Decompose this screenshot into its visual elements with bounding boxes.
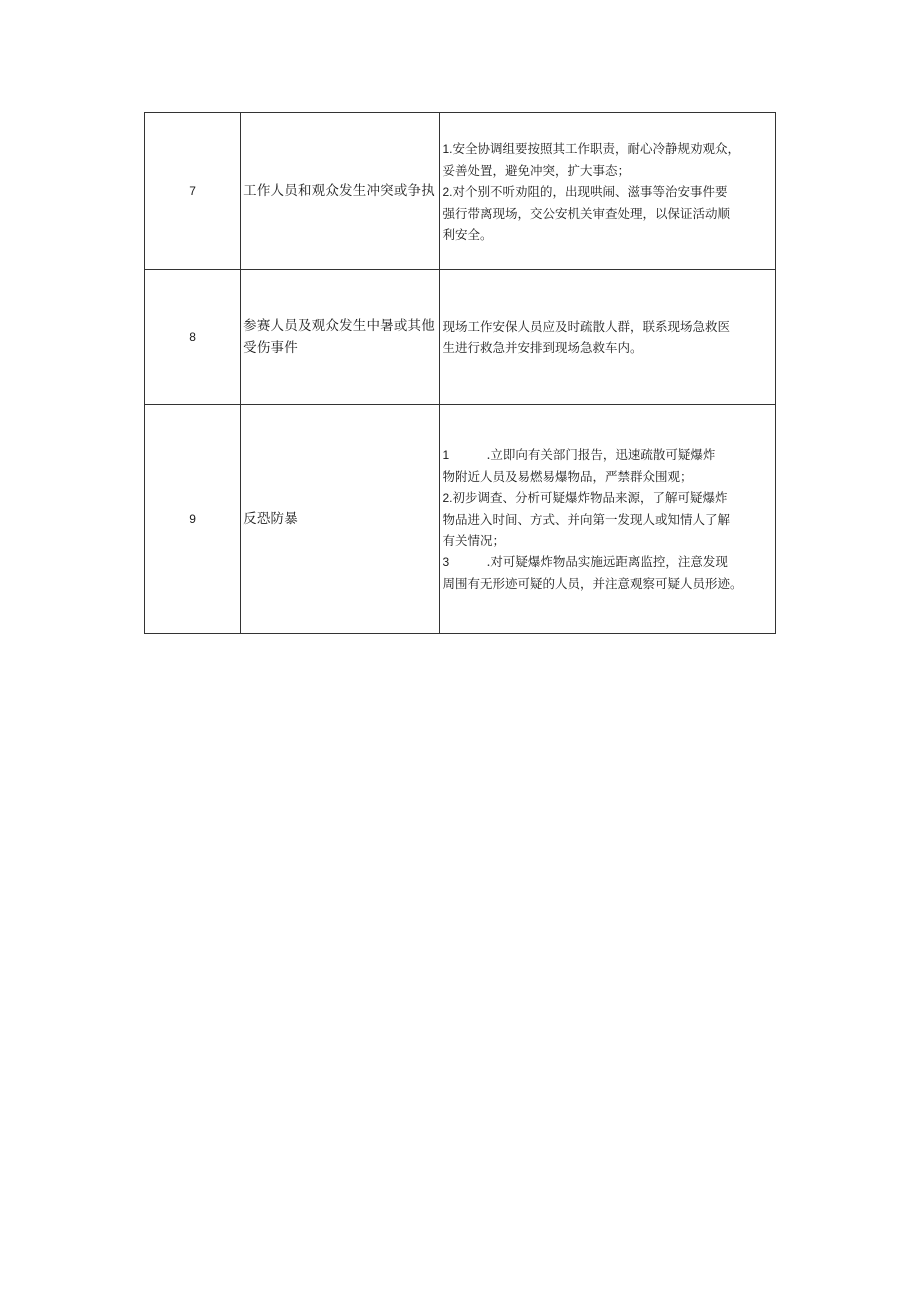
measure-line <box>442 224 775 245</box>
measure-line <box>442 316 775 337</box>
measure-line <box>442 160 775 181</box>
measures-cell <box>440 270 776 405</box>
measure-lead: 2. <box>442 491 453 505</box>
row-number: 9 <box>145 405 241 634</box>
measure-line <box>442 181 775 203</box>
measure-text: .对可疑爆炸物品实施远距离监控，注意发现 <box>486 554 728 569</box>
table-row <box>145 405 776 634</box>
measure-text: 妥善处置，避免冲突，扩大事态； <box>442 162 630 178</box>
measure-text: 现场工作安保人员应及时疏散人群，联系现场急救医 <box>442 319 730 334</box>
measure-line <box>442 337 775 358</box>
emergency-plan-table <box>144 112 776 634</box>
measure-line <box>442 573 775 594</box>
measures-cell <box>440 405 776 634</box>
measure-line <box>442 509 775 530</box>
measure-text: 强行带离现场，交公安机关审查处理，以保证活动顺 <box>442 205 730 221</box>
measure-text: 安全协调组要按照其工作职责，耐心冷静规劝观众， <box>452 140 740 156</box>
measure-line <box>442 138 775 160</box>
measure-line <box>442 487 775 509</box>
measure-line <box>442 466 775 487</box>
measure-lead: 1. <box>442 141 453 156</box>
measure-line <box>442 203 775 224</box>
measure-text: 有关情况； <box>442 533 505 548</box>
measure-text: 利安全。 <box>442 226 493 242</box>
measure-line <box>442 444 775 466</box>
measure-text: 物附近人员及易燃易爆物品，严禁群众围观； <box>442 469 693 484</box>
measure-text: .立即向有关部门报告，迅速疏散可疑爆炸 <box>486 447 716 462</box>
measures-cell <box>440 113 776 270</box>
event-cell: 参赛人员及观众发生中暑或其他受伤事件 <box>241 270 440 405</box>
measure-text: 对个别不听劝阻的，出现哄闹、滋事等治安事件要 <box>452 183 728 199</box>
row-number: 8 <box>145 270 241 405</box>
table-row <box>145 270 776 405</box>
event-cell: 工作人员和观众发生冲突或争执 <box>241 113 440 270</box>
measure-lead: 1 <box>442 448 450 462</box>
measure-text: 初步调查、分析可疑爆炸物品来源，了解可疑爆炸 <box>452 490 728 505</box>
measure-line <box>442 530 775 551</box>
measure-text: 物品进入时间、方式、并向第一发现人或知情人了解 <box>442 512 730 527</box>
measure-text: 生进行救急并安排到现场急救车内。 <box>442 340 643 355</box>
measure-lead: 3 <box>442 555 450 569</box>
event-cell: 反恐防暴 <box>241 405 440 634</box>
measure-text: 周围有无形迹可疑的人员，并注意观察可疑人员形迹。 <box>442 576 743 591</box>
row-number: 7 <box>145 113 241 270</box>
measure-line <box>442 551 775 573</box>
table-row <box>145 113 776 270</box>
measure-lead: 2. <box>442 184 453 199</box>
